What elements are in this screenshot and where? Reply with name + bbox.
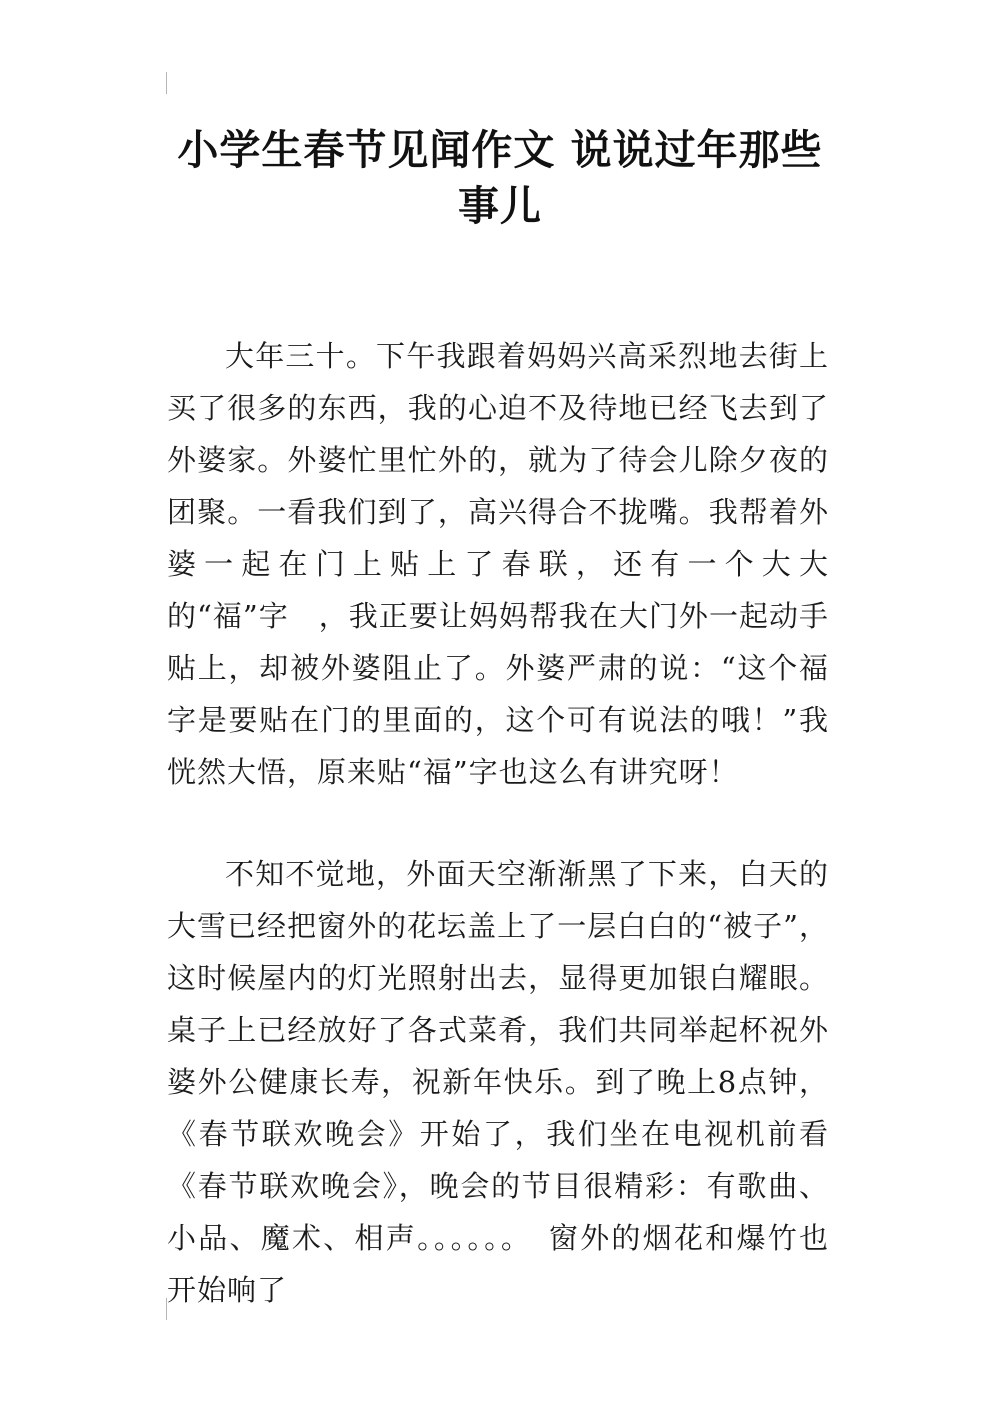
page-corner-mark-bottom xyxy=(166,1298,167,1320)
paragraph-1 xyxy=(167,330,829,798)
page-corner-mark-top xyxy=(166,72,167,94)
paragraph-2 xyxy=(167,848,829,1316)
document-title: 小学生春节见闻作文 说说过年那些事儿 xyxy=(177,126,823,230)
paragraph-1-text: 大年三十。下午我跟着妈妈兴高采烈地去街上买了很多的东西，我的心迫不及待地已经飞去到了外婆家。外婆忙里忙外的，就为了待会儿除夕夜的团聚。一看我们到了，高兴得合不拢嘴。我帮着外婆一起在门上贴上了春联，还有一个大大的“福”字 ，我正要让妈妈帮我在大门外一起动手贴上，却被外婆阻止了。外婆严肃的说：“这个福字是要贴在门的里面的，这个可有说法的哦！”我恍然大悟，原来贴“福”字也这么有讲究呀！ xyxy=(167,339,829,789)
paragraph-2-text: 不知不觉地，外面天空渐渐黑了下来，白天的大雪已经把窗外的花坛盖上了一层白白的“被子”，这时候屋内的灯光照射出去，显得更加银白耀眼。桌子上已经放好了各式菜肴，我们共同举起杯祝外婆外公健康长寿，祝新年快乐。到了晚上8点钟，《春节联欢晚会》开始了，我们坐在电视机前看《春节联欢晚会》，晚会的节目很精彩：有歌曲、小品、魔术、相声。。。。。。 窗外的烟花和爆竹也开始响了 xyxy=(167,857,829,1307)
